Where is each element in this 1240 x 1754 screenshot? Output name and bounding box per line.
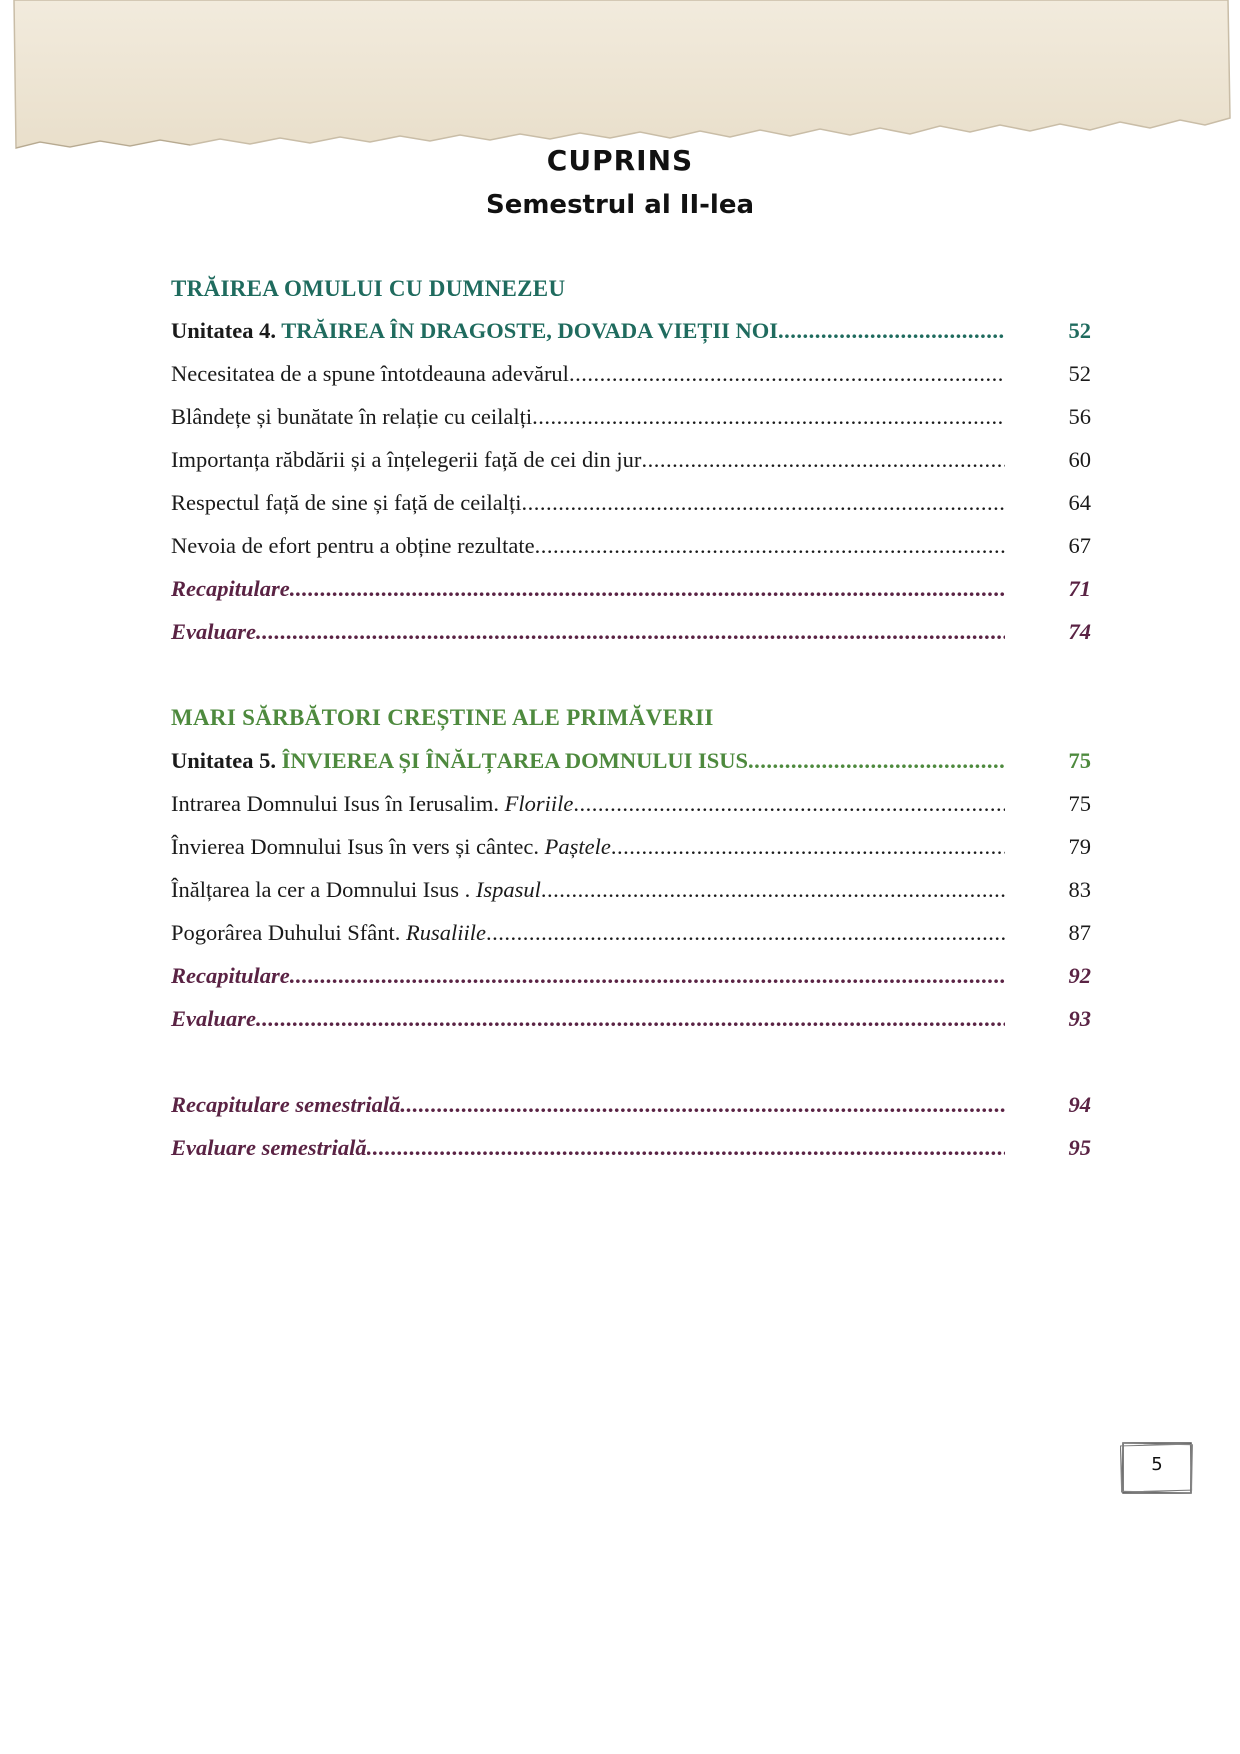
toc-entry[interactable]	[171, 404, 1091, 434]
page-ref: 71	[1068, 576, 1091, 601]
entry-label: Evaluare	[171, 619, 257, 644]
page-ref: 94	[1068, 1092, 1091, 1117]
page-ref: 56	[1068, 404, 1091, 429]
entry-label: Evaluare semestrială	[171, 1135, 367, 1160]
entry-label: Recapitulare	[171, 963, 290, 988]
leader-dots	[569, 361, 1005, 387]
leader-dots	[367, 1135, 1005, 1161]
page-ref: 92	[1068, 963, 1091, 988]
page-ref: 93	[1068, 1006, 1091, 1031]
page-ref: 67	[1068, 533, 1091, 558]
page-ref: 52	[1068, 361, 1091, 386]
toc-entry[interactable]	[171, 877, 1091, 907]
toc-entry[interactable]	[171, 361, 1091, 391]
leader-dots	[611, 834, 1005, 860]
unit-title: TRĂIREA ÎN DRAGOSTE, DOVADA VIEȚII NOI	[281, 318, 779, 343]
page-ref: 87	[1068, 920, 1091, 945]
toc-eval[interactable]	[171, 619, 1091, 649]
entry-label: Necesitatea de a spune întotdeauna adevărul	[171, 361, 569, 386]
entry-italic: Ispasul	[475, 877, 541, 902]
toc-entry[interactable]	[171, 791, 1091, 821]
entry-label: Înălțarea la cer a Domnului Isus .	[171, 877, 476, 902]
toc-entry[interactable]	[171, 920, 1091, 950]
entry-label: Intrarea Domnului Isus în Ierusalim.	[171, 791, 505, 816]
toc-semester-eval[interactable]	[171, 1135, 1091, 1165]
entry-label: Recapitulare	[171, 576, 290, 601]
leader-dots	[521, 490, 1005, 516]
unit-prefix: Unitatea 5.	[171, 748, 276, 773]
unit-title: ÎNVIEREA ȘI ÎNĂLȚAREA DOMNULUI ISUS	[281, 748, 748, 773]
entry-label: Pogorârea Duhului Sfânt.	[171, 920, 406, 945]
entry-label: Evaluare	[171, 1006, 257, 1031]
toc-entry[interactable]	[171, 533, 1091, 563]
leader-dots	[641, 447, 1005, 473]
leader-dots	[256, 619, 1005, 645]
toc-entry[interactable]	[171, 447, 1091, 477]
entry-label: Importanța răbdării și a înțelegerii față de cei din jur	[171, 447, 642, 472]
unit-prefix: Unitatea 4.	[171, 318, 276, 343]
page-ref: 74	[1068, 619, 1091, 644]
page-ref: 95	[1068, 1135, 1091, 1160]
leader-dots	[778, 318, 1005, 344]
section-title: MARI SĂRBĂTORI CREȘTINE ALE PRIMĂVERII	[171, 705, 714, 730]
page-subtitle: Semestrul al II-lea	[485, 190, 755, 220]
toc-recap[interactable]	[171, 963, 1091, 993]
entry-italic: Floriile	[504, 791, 574, 816]
page-ref: 52	[1068, 318, 1091, 343]
entry-label: Blândețe și bunătate în relație cu ceilalți	[171, 404, 533, 429]
leader-dots	[290, 963, 1005, 989]
toc-eval[interactable]	[171, 1006, 1091, 1036]
page-ref: 60	[1068, 447, 1091, 472]
leader-dots	[256, 1006, 1005, 1032]
leader-dots	[290, 576, 1005, 602]
leader-dots	[541, 877, 1005, 903]
entry-label: Învierea Domnului Isus în vers și cântec.	[171, 834, 545, 859]
toc-entry[interactable]	[171, 834, 1091, 864]
entry-label: Respectul față de sine și față de ceilalți	[171, 490, 522, 515]
page-number: 5	[1151, 1454, 1163, 1475]
torn-paper-banner	[0, 0, 1240, 160]
toc-unit-row[interactable]	[171, 318, 1091, 348]
leader-dots	[573, 791, 1005, 817]
toc-entry[interactable]	[171, 490, 1091, 520]
entry-italic: Rusaliile	[405, 920, 486, 945]
entry-label: Recapitulare semestrială	[171, 1092, 401, 1117]
toc-recap[interactable]	[171, 576, 1091, 606]
page-ref: 75	[1068, 791, 1091, 816]
toc-unit-row[interactable]	[171, 748, 1091, 778]
leader-dots	[535, 533, 1005, 559]
page-ref: 64	[1068, 490, 1091, 515]
entry-italic: Paștele	[544, 834, 611, 859]
page-title: CUPRINS	[546, 144, 694, 177]
entry-label: Nevoia de efort pentru a obține rezultate	[171, 533, 535, 558]
leader-dots	[486, 920, 1005, 946]
page-ref: 83	[1068, 877, 1091, 902]
toc-semester-recap[interactable]	[171, 1092, 1091, 1122]
section-title: TRĂIREA OMULUI CU DUMNEZEU	[171, 276, 566, 301]
page-ref: 79	[1068, 834, 1091, 859]
leader-dots	[748, 748, 1005, 774]
leader-dots	[532, 404, 1005, 430]
leader-dots	[400, 1092, 1005, 1118]
page-ref: 75	[1068, 748, 1091, 773]
